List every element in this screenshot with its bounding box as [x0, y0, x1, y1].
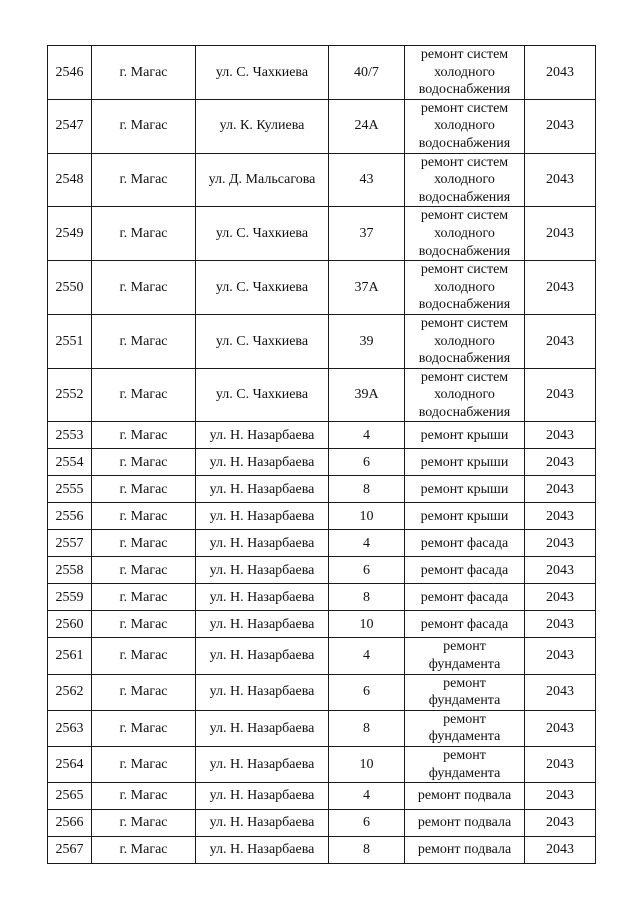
- row-number-cell: 2566: [48, 810, 92, 837]
- work-type-cell: ремонт крыши: [405, 449, 525, 476]
- house-number-cell: 37А: [329, 261, 405, 315]
- city-cell: г. Магас: [92, 530, 196, 557]
- repair-schedule-table: [47, 45, 596, 864]
- year-cell: 2043: [525, 503, 596, 530]
- work-type-cell: ремонт фасада: [405, 611, 525, 638]
- city-cell: г. Магас: [92, 99, 196, 153]
- year-cell: 2043: [525, 153, 596, 207]
- work-type-cell: ремонт крыши: [405, 422, 525, 449]
- year-cell: 2043: [525, 422, 596, 449]
- street-cell: ул. Н. Назарбаева: [196, 747, 329, 783]
- house-number-cell: 4: [329, 638, 405, 674]
- city-cell: г. Магас: [92, 153, 196, 207]
- house-number-cell: 39: [329, 314, 405, 368]
- street-cell: ул. Н. Назарбаева: [196, 476, 329, 503]
- table-row: [48, 153, 596, 207]
- row-number-cell: 2559: [48, 584, 92, 611]
- street-cell: ул. С. Чахкиева: [196, 314, 329, 368]
- year-cell: 2043: [525, 638, 596, 674]
- work-type-cell: ремонт подвала: [405, 810, 525, 837]
- house-number-cell: 10: [329, 611, 405, 638]
- row-number-cell: 2561: [48, 638, 92, 674]
- repair-schedule-body: [48, 46, 596, 864]
- street-cell: ул. Н. Назарбаева: [196, 611, 329, 638]
- city-cell: г. Магас: [92, 207, 196, 261]
- row-number-cell: 2553: [48, 422, 92, 449]
- table-row: [48, 837, 596, 864]
- work-type-cell: ремонт систем холодного водоснабжения: [405, 207, 525, 261]
- table-row: [48, 449, 596, 476]
- street-cell: ул. С. Чахкиева: [196, 207, 329, 261]
- year-cell: 2043: [525, 314, 596, 368]
- work-type-cell: ремонт систем холодного водоснабжения: [405, 314, 525, 368]
- work-type-cell: ремонт фундамента: [405, 710, 525, 746]
- city-cell: г. Магас: [92, 584, 196, 611]
- street-cell: ул. Н. Назарбаева: [196, 783, 329, 810]
- year-cell: 2043: [525, 611, 596, 638]
- house-number-cell: 6: [329, 810, 405, 837]
- year-cell: 2043: [525, 674, 596, 710]
- row-number-cell: 2552: [48, 368, 92, 422]
- table-row: [48, 710, 596, 746]
- year-cell: 2043: [525, 584, 596, 611]
- city-cell: г. Магас: [92, 261, 196, 315]
- street-cell: ул. Н. Назарбаева: [196, 584, 329, 611]
- street-cell: ул. Н. Назарбаева: [196, 710, 329, 746]
- house-number-cell: 4: [329, 422, 405, 449]
- year-cell: 2043: [525, 837, 596, 864]
- row-number-cell: 2551: [48, 314, 92, 368]
- city-cell: г. Магас: [92, 674, 196, 710]
- city-cell: г. Магас: [92, 810, 196, 837]
- row-number-cell: 2555: [48, 476, 92, 503]
- table-row: [48, 46, 596, 100]
- table-row: [48, 261, 596, 315]
- house-number-cell: 8: [329, 710, 405, 746]
- table-row: [48, 584, 596, 611]
- work-type-cell: ремонт систем холодного водоснабжения: [405, 153, 525, 207]
- row-number-cell: 2567: [48, 837, 92, 864]
- table-row: [48, 747, 596, 783]
- year-cell: 2043: [525, 810, 596, 837]
- city-cell: г. Магас: [92, 638, 196, 674]
- house-number-cell: 40/7: [329, 46, 405, 100]
- table-row: [48, 368, 596, 422]
- row-number-cell: 2548: [48, 153, 92, 207]
- street-cell: ул. С. Чахкиева: [196, 368, 329, 422]
- year-cell: 2043: [525, 557, 596, 584]
- row-number-cell: 2546: [48, 46, 92, 100]
- street-cell: ул. Н. Назарбаева: [196, 557, 329, 584]
- street-cell: ул. С. Чахкиева: [196, 261, 329, 315]
- row-number-cell: 2563: [48, 710, 92, 746]
- house-number-cell: 6: [329, 557, 405, 584]
- street-cell: ул. Н. Назарбаева: [196, 503, 329, 530]
- table-row: [48, 810, 596, 837]
- table-row: [48, 476, 596, 503]
- work-type-cell: ремонт крыши: [405, 503, 525, 530]
- table-row: [48, 638, 596, 674]
- work-type-cell: ремонт систем холодного водоснабжения: [405, 368, 525, 422]
- city-cell: г. Магас: [92, 557, 196, 584]
- house-number-cell: 24А: [329, 99, 405, 153]
- year-cell: 2043: [525, 747, 596, 783]
- house-number-cell: 6: [329, 674, 405, 710]
- work-type-cell: ремонт фундамента: [405, 638, 525, 674]
- year-cell: 2043: [525, 530, 596, 557]
- work-type-cell: ремонт подвала: [405, 837, 525, 864]
- work-type-cell: ремонт фасада: [405, 584, 525, 611]
- table-row: [48, 783, 596, 810]
- house-number-cell: 43: [329, 153, 405, 207]
- house-number-cell: 8: [329, 584, 405, 611]
- table-row: [48, 314, 596, 368]
- year-cell: 2043: [525, 261, 596, 315]
- city-cell: г. Магас: [92, 422, 196, 449]
- house-number-cell: 39А: [329, 368, 405, 422]
- row-number-cell: 2560: [48, 611, 92, 638]
- street-cell: ул. Н. Назарбаева: [196, 530, 329, 557]
- work-type-cell: ремонт фундамента: [405, 674, 525, 710]
- street-cell: ул. Н. Назарбаева: [196, 837, 329, 864]
- year-cell: 2043: [525, 207, 596, 261]
- year-cell: 2043: [525, 368, 596, 422]
- street-cell: ул. Н. Назарбаева: [196, 674, 329, 710]
- city-cell: г. Магас: [92, 710, 196, 746]
- year-cell: 2043: [525, 449, 596, 476]
- table-row: [48, 530, 596, 557]
- year-cell: 2043: [525, 99, 596, 153]
- row-number-cell: 2556: [48, 503, 92, 530]
- house-number-cell: 10: [329, 747, 405, 783]
- work-type-cell: ремонт фасада: [405, 530, 525, 557]
- street-cell: ул. К. Кулиева: [196, 99, 329, 153]
- city-cell: г. Магас: [92, 783, 196, 810]
- street-cell: ул. Д. Мальсагова: [196, 153, 329, 207]
- city-cell: г. Магас: [92, 747, 196, 783]
- work-type-cell: ремонт фасада: [405, 557, 525, 584]
- table-row: [48, 611, 596, 638]
- table-row: [48, 207, 596, 261]
- work-type-cell: ремонт фундамента: [405, 747, 525, 783]
- table-row: [48, 99, 596, 153]
- row-number-cell: 2549: [48, 207, 92, 261]
- city-cell: г. Магас: [92, 314, 196, 368]
- work-type-cell: ремонт подвала: [405, 783, 525, 810]
- row-number-cell: 2564: [48, 747, 92, 783]
- row-number-cell: 2565: [48, 783, 92, 810]
- city-cell: г. Магас: [92, 46, 196, 100]
- house-number-cell: 8: [329, 837, 405, 864]
- year-cell: 2043: [525, 476, 596, 503]
- work-type-cell: ремонт крыши: [405, 476, 525, 503]
- work-type-cell: ремонт систем холодного водоснабжения: [405, 261, 525, 315]
- work-type-cell: ремонт систем холодного водоснабжения: [405, 99, 525, 153]
- house-number-cell: 8: [329, 476, 405, 503]
- street-cell: ул. Н. Назарбаева: [196, 638, 329, 674]
- row-number-cell: 2558: [48, 557, 92, 584]
- table-row: [48, 557, 596, 584]
- house-number-cell: 6: [329, 449, 405, 476]
- street-cell: ул. Н. Назарбаева: [196, 810, 329, 837]
- city-cell: г. Магас: [92, 503, 196, 530]
- house-number-cell: 10: [329, 503, 405, 530]
- table-row: [48, 422, 596, 449]
- row-number-cell: 2550: [48, 261, 92, 315]
- house-number-cell: 4: [329, 783, 405, 810]
- city-cell: г. Магас: [92, 837, 196, 864]
- row-number-cell: 2557: [48, 530, 92, 557]
- table-row: [48, 503, 596, 530]
- row-number-cell: 2562: [48, 674, 92, 710]
- street-cell: ул. Н. Назарбаева: [196, 449, 329, 476]
- row-number-cell: 2547: [48, 99, 92, 153]
- city-cell: г. Магас: [92, 449, 196, 476]
- city-cell: г. Магас: [92, 611, 196, 638]
- house-number-cell: 4: [329, 530, 405, 557]
- year-cell: 2043: [525, 783, 596, 810]
- street-cell: ул. С. Чахкиева: [196, 46, 329, 100]
- street-cell: ул. Н. Назарбаева: [196, 422, 329, 449]
- year-cell: 2043: [525, 710, 596, 746]
- year-cell: 2043: [525, 46, 596, 100]
- city-cell: г. Магас: [92, 476, 196, 503]
- city-cell: г. Магас: [92, 368, 196, 422]
- table-row: [48, 674, 596, 710]
- row-number-cell: 2554: [48, 449, 92, 476]
- house-number-cell: 37: [329, 207, 405, 261]
- work-type-cell: ремонт систем холодного водоснабжения: [405, 46, 525, 100]
